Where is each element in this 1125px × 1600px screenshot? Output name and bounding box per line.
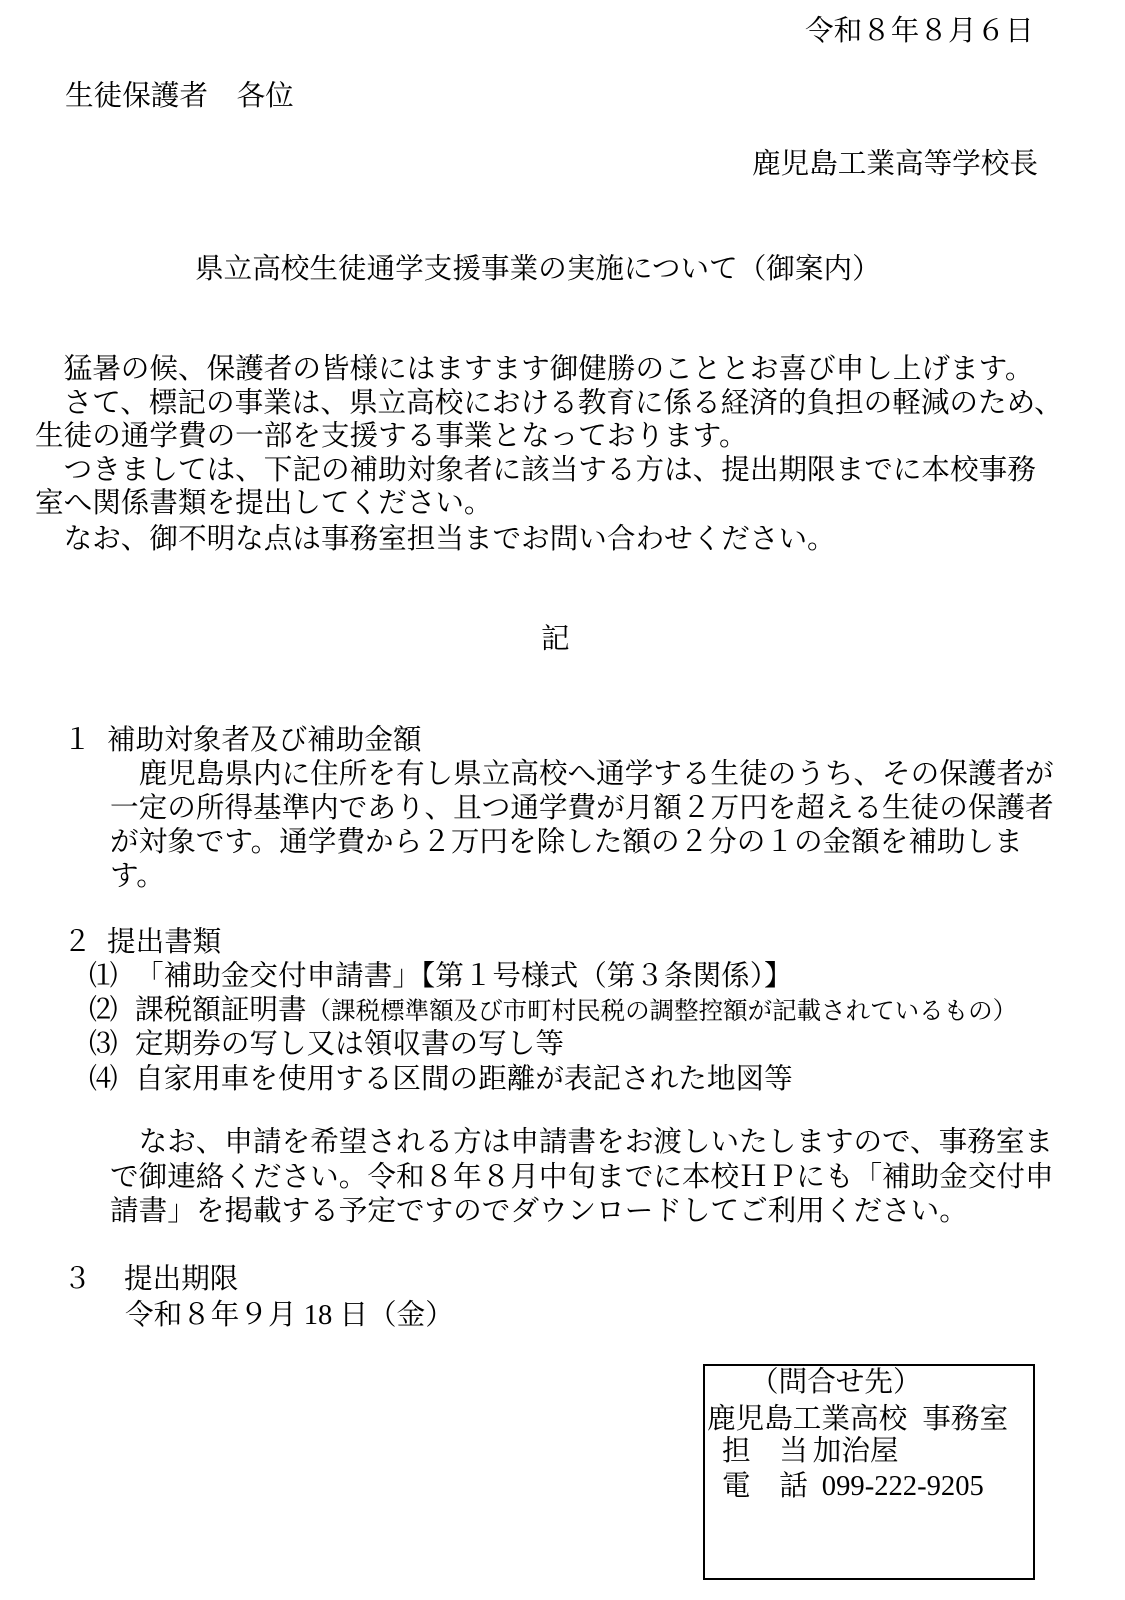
section-line: が対象です。通学費から２万円を除した額の２分の１の金額を補助しま — [110, 827, 1023, 858]
list-item-number: ⑷ — [89, 1064, 118, 1095]
intro-line: さて、標記の事業は、県立高校における教育に係る経済的負担の軽減のため、 — [35, 388, 1063, 419]
note-line: で御連絡ください。令和８年８月中旬までに本校ＨＰにも「補助金交付申 — [110, 1162, 1054, 1193]
section-number: ３ — [63, 1264, 92, 1295]
intro-line: 室へ関係書類を提出してください。 — [35, 488, 493, 519]
contact-phone: 099-222-9205 — [821, 1471, 984, 1502]
list-item-text: 「補助金交付申請書」【第１号様式（第３条関係）】 — [135, 961, 793, 992]
section-line: 一定の所得基準内であり、且つ通学費が月額２万円を超える生徒の保護者 — [110, 793, 1054, 824]
section-line: 鹿児島県内に住所を有し県立高校へ通学する生徒のうち、その保護者が — [110, 759, 1054, 790]
section-heading: 提出期限 — [124, 1264, 239, 1295]
contact-person-label: 担 当 — [722, 1436, 808, 1467]
section-line: す。 — [110, 861, 165, 892]
contact-person: 加治屋 — [812, 1436, 899, 1467]
list-item-text: 課税額証明書 — [135, 995, 307, 1026]
issue-date: 令和８年８月６日 — [805, 16, 1034, 47]
contact-phone-row — [722, 1470, 984, 1504]
addressee: 生徒保護者 各位 — [65, 81, 294, 112]
list-item-number: ⑴ — [89, 961, 118, 992]
contact-heading: （問合せ先） — [750, 1367, 922, 1398]
list-item-detail: （課税標準額及び市町村民税の調整控額が記載されているもの） — [306, 998, 1018, 1025]
contact-person-row — [722, 1435, 899, 1469]
section-number: １ — [63, 725, 92, 756]
list-item-number: ⑶ — [89, 1029, 118, 1060]
intro-line: つきましては、下記の補助対象者に該当する方は、提出期限までに本校事務 — [35, 455, 1036, 486]
list-item — [135, 994, 1017, 1028]
contact-office: 鹿児島工業高校 事務室 — [707, 1404, 1009, 1435]
deadline-date: 令和８年９月 18 日（金） — [125, 1300, 454, 1331]
note-line: なお、申請を希望される方は申請書をお渡しいたしますので、事務室ま — [110, 1127, 1054, 1158]
note-line: 請書」を掲載する予定ですのでダウンロードしてご利用ください。 — [110, 1196, 968, 1227]
list-item-text: 自家用車を使用する区間の距離が表記された地図等 — [135, 1064, 793, 1095]
document-title: 県立高校生徒通学支援事業の実施について（御案内） — [195, 254, 881, 285]
sender: 鹿児島工業高等学校長 — [752, 149, 1038, 180]
list-item-number: ⑵ — [89, 995, 118, 1026]
ki-marker: 記 — [541, 624, 570, 655]
intro-line: なお、御不明な点は事務室担当までお問い合わせください。 — [35, 524, 836, 555]
section-number: ２ — [63, 927, 92, 958]
list-item-text: 定期券の写し又は領収書の写し等 — [135, 1029, 564, 1060]
intro-line: 生徒の通学費の一部を支援する事業となっております。 — [35, 421, 748, 452]
contact-box — [703, 1364, 1035, 1580]
contact-phone-label: 電 話 — [722, 1471, 808, 1502]
section-heading: 提出書類 — [107, 927, 222, 958]
section-heading: 補助対象者及び補助金額 — [107, 725, 422, 756]
intro-line: 猛暑の候、保護者の皆様にはますます御健勝のこととお喜び申し上げます。 — [35, 354, 1034, 385]
